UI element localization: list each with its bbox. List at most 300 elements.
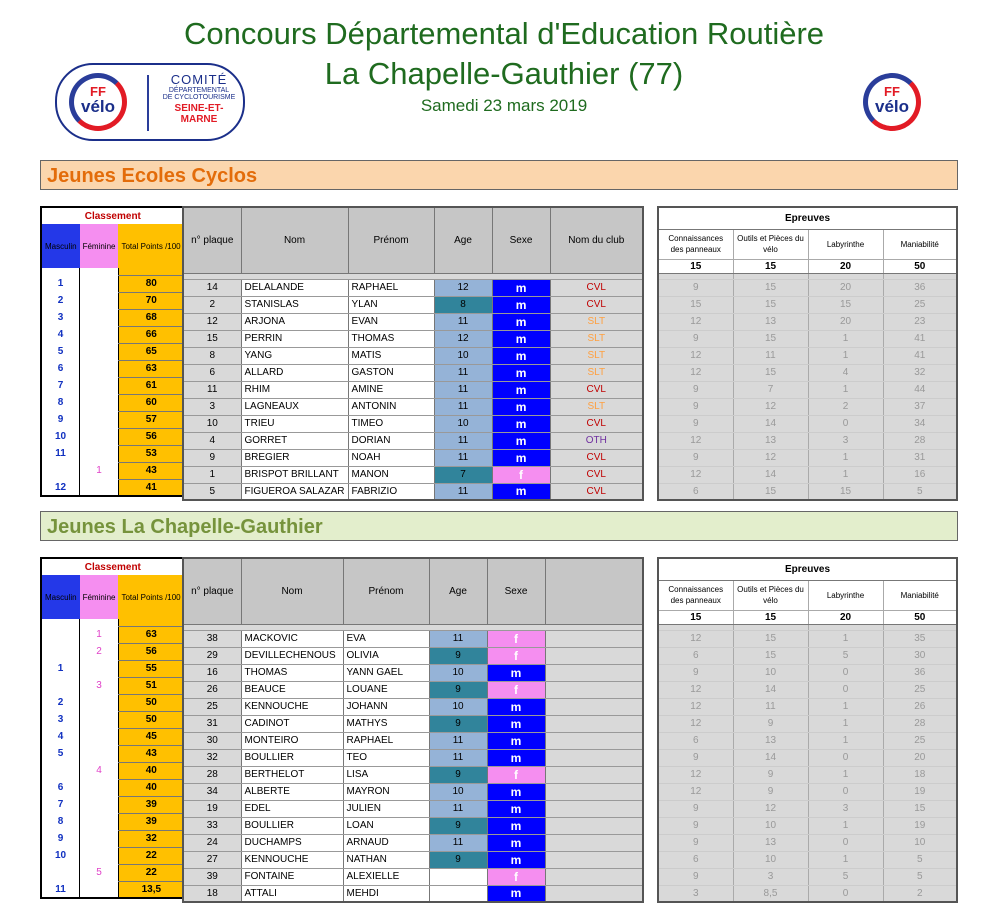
participant-nom: RHIM (241, 381, 348, 398)
participant-club (545, 766, 643, 783)
epreuve-score: 10 (733, 664, 808, 681)
epreuve-score: 30 (883, 647, 957, 664)
rank-masculin: 12 (54, 481, 67, 493)
participant-row (183, 398, 643, 415)
classement-row (41, 830, 185, 847)
classement-row (41, 462, 185, 479)
participant-sexe: m (492, 483, 550, 500)
participant-sexe: m (487, 885, 545, 902)
participant-age (429, 885, 487, 902)
rank-feminine: 2 (80, 643, 119, 660)
total-points: 43 (118, 462, 184, 479)
epreuve-score: 16 (883, 466, 957, 483)
club-header: Nom du club (550, 207, 643, 273)
document-subtitle: La Chapelle-Gauthier (77) (324, 56, 684, 91)
participant-nom: ALBERTE (241, 783, 343, 800)
epreuve-score: 10 (883, 834, 957, 851)
max-score: 15 (733, 259, 808, 273)
rank-masculin: 2 (57, 295, 64, 306)
participant-nom: BOULLIER (241, 749, 343, 766)
total-points: 22 (118, 864, 184, 881)
nom-header: Nom (241, 558, 343, 624)
epreuve-score: 15 (733, 647, 808, 664)
total-points: 66 (118, 326, 184, 343)
classement-row (41, 643, 185, 660)
rank-feminine (80, 728, 119, 745)
participant-nom: BOULLIER (241, 817, 343, 834)
rank-feminine (80, 445, 119, 462)
epreuve-score: 15 (808, 296, 883, 313)
participant-club: SLT (550, 398, 643, 415)
rank-feminine (80, 326, 119, 343)
epreuve-score: 37 (883, 398, 957, 415)
rank-masculin (41, 864, 80, 881)
epreuves-row (658, 381, 957, 398)
rank-feminine (80, 711, 119, 728)
rank-feminine (80, 309, 119, 326)
max-score: 50 (883, 610, 957, 624)
epreuves-row (658, 415, 957, 432)
epreuve-score: 11 (733, 347, 808, 364)
participant-nom: FONTAINE (241, 868, 343, 885)
total-points: 50 (118, 711, 184, 728)
classement-row (41, 660, 185, 677)
rank-masculin: 5 (57, 748, 64, 759)
participant-club (545, 647, 643, 664)
participant-prenom: MATHYS (343, 715, 429, 732)
rank-masculin: 2 (57, 697, 64, 708)
logo-departemental: DÉPARTEMENTAL (168, 86, 230, 94)
plaque-number: 16 (183, 664, 241, 681)
epreuves-row (658, 749, 957, 766)
participant-sexe: m (492, 398, 550, 415)
plaque-number: 15 (183, 330, 241, 347)
total-points: 55 (118, 660, 184, 677)
participant-prenom: TIMEO (348, 415, 434, 432)
participant-sexe: m (492, 296, 550, 313)
participant-age: 12 (434, 330, 492, 347)
epreuve-score: 0 (808, 749, 883, 766)
total-points-header: Total Points /100 (118, 575, 184, 619)
epreuve-score: 10 (733, 817, 808, 834)
total-points: 22 (118, 847, 184, 864)
participant-club (545, 817, 643, 834)
prenom-header: Prénom (348, 207, 434, 273)
participant-sexe: m (487, 834, 545, 851)
plaque-number: 12 (183, 313, 241, 330)
participant-row (183, 647, 643, 664)
participant-nom: BRISPOT BRILLANT (241, 466, 348, 483)
rank-feminine (80, 479, 119, 496)
participant-club (545, 715, 643, 732)
plaque-header: n° plaque (183, 207, 241, 273)
participant-prenom: MANON (348, 466, 434, 483)
epreuve-score: 1 (808, 817, 883, 834)
plaque-number: 8 (183, 347, 241, 364)
masculin-header: Masculin (41, 224, 80, 268)
classement-row (41, 360, 185, 377)
epreuves-row (658, 279, 957, 296)
classement-row (41, 762, 185, 779)
logo-seine: SEINE-ET- (174, 103, 224, 115)
participant-nom: FIGUEROA SALAZAR (241, 483, 348, 500)
classement-table (40, 557, 186, 899)
participant-age: 11 (434, 432, 492, 449)
participant-age: 11 (429, 834, 487, 851)
classement-row (41, 292, 185, 309)
participant-prenom: ANTONIN (348, 398, 434, 415)
participant-sexe: m (492, 347, 550, 364)
participant-prenom: EVA (343, 630, 429, 647)
epreuve-score: 12 (733, 800, 808, 817)
participant-nom: TRIEU (241, 415, 348, 432)
participant-sexe: f (487, 868, 545, 885)
participant-row (183, 851, 643, 868)
epreuve-score: 13 (733, 313, 808, 330)
plaque-number: 18 (183, 885, 241, 902)
masculin-header: Masculin (41, 575, 80, 619)
total-points: 68 (118, 309, 184, 326)
participant-row (183, 800, 643, 817)
epreuve-score: 15 (733, 630, 808, 647)
document-date: Samedi 23 mars 2019 (420, 96, 588, 115)
rank-masculin (41, 462, 80, 479)
connaissances-header: Connaissances des panneaux (658, 580, 733, 610)
participant-prenom: YLAN (348, 296, 434, 313)
classement-row (41, 479, 185, 496)
epreuve-score: 5 (808, 647, 883, 664)
participant-sexe: m (492, 432, 550, 449)
participant-club: CVL (550, 449, 643, 466)
total-points: 53 (118, 445, 184, 462)
participant-sexe: m (487, 698, 545, 715)
plaque-number: 2 (183, 296, 241, 313)
epreuves-row (658, 647, 957, 664)
rank-feminine (80, 847, 119, 864)
participant-age: 9 (429, 681, 487, 698)
epreuve-score: 13 (733, 732, 808, 749)
plaque-number: 34 (183, 783, 241, 800)
logo-cyclotourisme: DE CYCLOTOURISME (162, 93, 236, 101)
participant-prenom: NATHAN (343, 851, 429, 868)
epreuve-score: 9 (658, 415, 733, 432)
participant-sexe: f (492, 466, 550, 483)
participant-row (183, 347, 643, 364)
plaque-number: 19 (183, 800, 241, 817)
participant-age: 11 (434, 449, 492, 466)
epreuve-score: 15 (883, 800, 957, 817)
classement-row (41, 864, 185, 881)
participant-nom: MONTEIRO (241, 732, 343, 749)
epreuve-score: 28 (883, 715, 957, 732)
participant-row (183, 313, 643, 330)
epreuves-row (658, 851, 957, 868)
epreuves-row (658, 885, 957, 902)
participant-row (183, 381, 643, 398)
participant-prenom: YANN GAEL (343, 664, 429, 681)
participant-club: SLT (550, 330, 643, 347)
epreuve-score: 20 (808, 279, 883, 296)
participant-nom: KENNOUCHE (241, 698, 343, 715)
rank-masculin: 11 (55, 448, 66, 459)
rank-feminine (80, 779, 119, 796)
participant-prenom: RAPHAEL (343, 732, 429, 749)
epreuve-score: 1 (808, 698, 883, 715)
participant-prenom: ARNAUD (343, 834, 429, 851)
participant-club (545, 698, 643, 715)
classement-row (41, 326, 185, 343)
participant-club (545, 885, 643, 902)
classement-row (41, 394, 185, 411)
total-points: 70 (118, 292, 184, 309)
participant-age: 11 (434, 313, 492, 330)
total-points: 45 (118, 728, 184, 745)
epreuve-score: 9 (658, 398, 733, 415)
participant-nom: ATTALI (241, 885, 343, 902)
total-points: 60 (118, 394, 184, 411)
document-title: Concours Départemental d'Education Routière (183, 16, 825, 51)
rank-masculin: 5 (57, 346, 64, 357)
participant-row (183, 868, 643, 885)
plaque-number: 14 (183, 279, 241, 296)
outils-header: Outils et Pièces du vélo (733, 229, 808, 259)
participant-age: 10 (434, 415, 492, 432)
max-score: 15 (658, 259, 733, 273)
epreuve-score: 9 (658, 330, 733, 347)
epreuve-score: 34 (883, 415, 957, 432)
participant-sexe: m (487, 817, 545, 834)
epreuves-row (658, 330, 957, 347)
prenom-header: Prénom (343, 558, 429, 624)
plaque-number: 32 (183, 749, 241, 766)
participant-club: CVL (550, 466, 643, 483)
epreuve-score: 9 (658, 800, 733, 817)
participants-table (182, 206, 644, 501)
participant-club (545, 664, 643, 681)
rank-feminine (80, 745, 119, 762)
participant-age: 9 (429, 851, 487, 868)
participant-age: 11 (434, 364, 492, 381)
participant-prenom: GASTON (348, 364, 434, 381)
classement-header: Classement (84, 561, 141, 573)
participant-nom: CADINOT (241, 715, 343, 732)
rank-masculin: 10 (54, 850, 67, 861)
rank-masculin (41, 626, 80, 643)
epreuves-row (658, 483, 957, 500)
epreuve-score: 41 (883, 347, 957, 364)
participant-nom: ARJONA (241, 313, 348, 330)
club-header-empty (545, 558, 643, 624)
participant-row (183, 664, 643, 681)
participant-row (183, 817, 643, 834)
participant-row (183, 834, 643, 851)
total-points: 40 (118, 779, 184, 796)
epreuve-score: 12 (658, 347, 733, 364)
epreuve-score: 9 (733, 783, 808, 800)
comite-logo (55, 63, 245, 141)
participant-age: 10 (429, 783, 487, 800)
participant-row (183, 449, 643, 466)
participant-sexe: m (487, 851, 545, 868)
epreuve-score: 5 (883, 851, 957, 868)
participant-age: 11 (434, 398, 492, 415)
participant-prenom: LOUANE (343, 681, 429, 698)
participant-prenom: EVAN (348, 313, 434, 330)
epreuve-score: 0 (808, 415, 883, 432)
epreuve-score: 12 (658, 630, 733, 647)
participant-sexe: f (487, 647, 545, 664)
participant-row (183, 698, 643, 715)
participant-row (183, 364, 643, 381)
epreuves-row (658, 296, 957, 313)
classement-row (41, 377, 185, 394)
plaque-number: 9 (183, 449, 241, 466)
epreuve-score: 9 (658, 279, 733, 296)
epreuve-score: 6 (658, 732, 733, 749)
participant-age: 11 (434, 483, 492, 500)
rank-masculin (41, 762, 80, 779)
participant-age: 12 (434, 279, 492, 296)
rank-feminine (80, 292, 119, 309)
rank-masculin: 7 (57, 380, 64, 391)
epreuve-score: 1 (808, 466, 883, 483)
participant-sexe: f (487, 681, 545, 698)
maniabilite-header: Maniabilité (883, 580, 957, 610)
participant-age: 11 (429, 732, 487, 749)
rank-masculin: 10 (54, 431, 67, 442)
participant-club: SLT (550, 313, 643, 330)
epreuves-row (658, 364, 957, 381)
classement-row (41, 779, 185, 796)
epreuve-score: 9 (658, 868, 733, 885)
participant-sexe: m (492, 313, 550, 330)
participant-row (183, 749, 643, 766)
epreuves-row (658, 868, 957, 885)
plaque-number: 3 (183, 398, 241, 415)
epreuves-row (658, 347, 957, 364)
max-score: 20 (808, 259, 883, 273)
epreuve-score: 1 (808, 630, 883, 647)
total-points: 51 (118, 677, 184, 694)
classement-row (41, 813, 185, 830)
epreuve-score: 0 (808, 681, 883, 698)
epreuve-score: 0 (808, 885, 883, 902)
epreuve-score: 1 (808, 381, 883, 398)
rank-masculin: 3 (57, 312, 64, 323)
logo-comite: COMITÉ (170, 72, 228, 87)
total-points: 57 (118, 411, 184, 428)
participant-club: CVL (550, 296, 643, 313)
epreuve-score: 14 (733, 681, 808, 698)
epreuve-score: 13 (733, 834, 808, 851)
epreuves-row (658, 664, 957, 681)
rank-masculin: 11 (55, 883, 66, 895)
rank-masculin: 3 (57, 714, 64, 725)
participant-nom: YANG (241, 347, 348, 364)
epreuves-row (658, 834, 957, 851)
participant-prenom: MEHDI (343, 885, 429, 902)
participant-nom: BERTHELOT (241, 766, 343, 783)
epreuves-row (658, 783, 957, 800)
epreuve-score: 23 (883, 313, 957, 330)
epreuve-score: 14 (733, 415, 808, 432)
epreuve-score: 10 (733, 851, 808, 868)
feminine-header: Féminine (80, 224, 119, 268)
rank-masculin: 6 (57, 782, 64, 793)
participant-age: 8 (434, 296, 492, 313)
epreuve-score: 9 (658, 664, 733, 681)
participant-nom: EDEL (241, 800, 343, 817)
participant-row (183, 483, 643, 500)
epreuve-score: 12 (658, 715, 733, 732)
epreuves-row (658, 630, 957, 647)
rank-feminine (80, 360, 119, 377)
rank-feminine (80, 796, 119, 813)
participant-age: 10 (429, 664, 487, 681)
plaque-number: 38 (183, 630, 241, 647)
age-header: Age (434, 207, 492, 273)
epreuves-row (658, 313, 957, 330)
participant-club (545, 749, 643, 766)
participant-age: 11 (429, 749, 487, 766)
epreuve-score: 15 (808, 483, 883, 500)
participant-sexe: m (492, 415, 550, 432)
epreuve-score: 6 (658, 851, 733, 868)
epreuve-score: 12 (658, 364, 733, 381)
classement-row (41, 411, 185, 428)
logo-marne: MARNE (180, 113, 218, 125)
participant-nom: BEAUCE (241, 681, 343, 698)
participant-prenom: NOAH (348, 449, 434, 466)
participant-prenom: JULIEN (343, 800, 429, 817)
epreuve-score: 9 (658, 381, 733, 398)
epreuve-score: 9 (658, 749, 733, 766)
epreuve-score: 3 (733, 868, 808, 885)
epreuves-row (658, 715, 957, 732)
epreuve-score: 44 (883, 381, 957, 398)
section-title: Jeunes La Chapelle-Gauthier (40, 511, 958, 541)
participant-club (545, 851, 643, 868)
participant-age: 10 (429, 698, 487, 715)
participant-prenom: FABRIZIO (348, 483, 434, 500)
participant-club (545, 868, 643, 885)
epreuves-row (658, 432, 957, 449)
plaque-number: 24 (183, 834, 241, 851)
rank-masculin: 9 (57, 414, 64, 425)
participant-age (429, 868, 487, 885)
rank-feminine: 5 (80, 864, 119, 881)
participant-nom: DUCHAMPS (241, 834, 343, 851)
plaque-number: 4 (183, 432, 241, 449)
epreuve-score: 3 (658, 885, 733, 902)
epreuves-row (658, 449, 957, 466)
participant-club: CVL (550, 483, 643, 500)
epreuve-score: 12 (658, 313, 733, 330)
plaque-number: 27 (183, 851, 241, 868)
participant-age: 10 (434, 347, 492, 364)
rank-feminine (80, 428, 119, 445)
participant-club (545, 681, 643, 698)
participant-nom: BREGIER (241, 449, 348, 466)
rank-feminine (80, 830, 119, 847)
classement-row (41, 309, 185, 326)
rank-feminine (80, 275, 119, 292)
connaissances-header: Connaissances des panneaux (658, 229, 733, 259)
rank-feminine: 1 (80, 626, 119, 643)
participant-row (183, 630, 643, 647)
participant-nom: KENNOUCHE (241, 851, 343, 868)
epreuves-row (658, 398, 957, 415)
